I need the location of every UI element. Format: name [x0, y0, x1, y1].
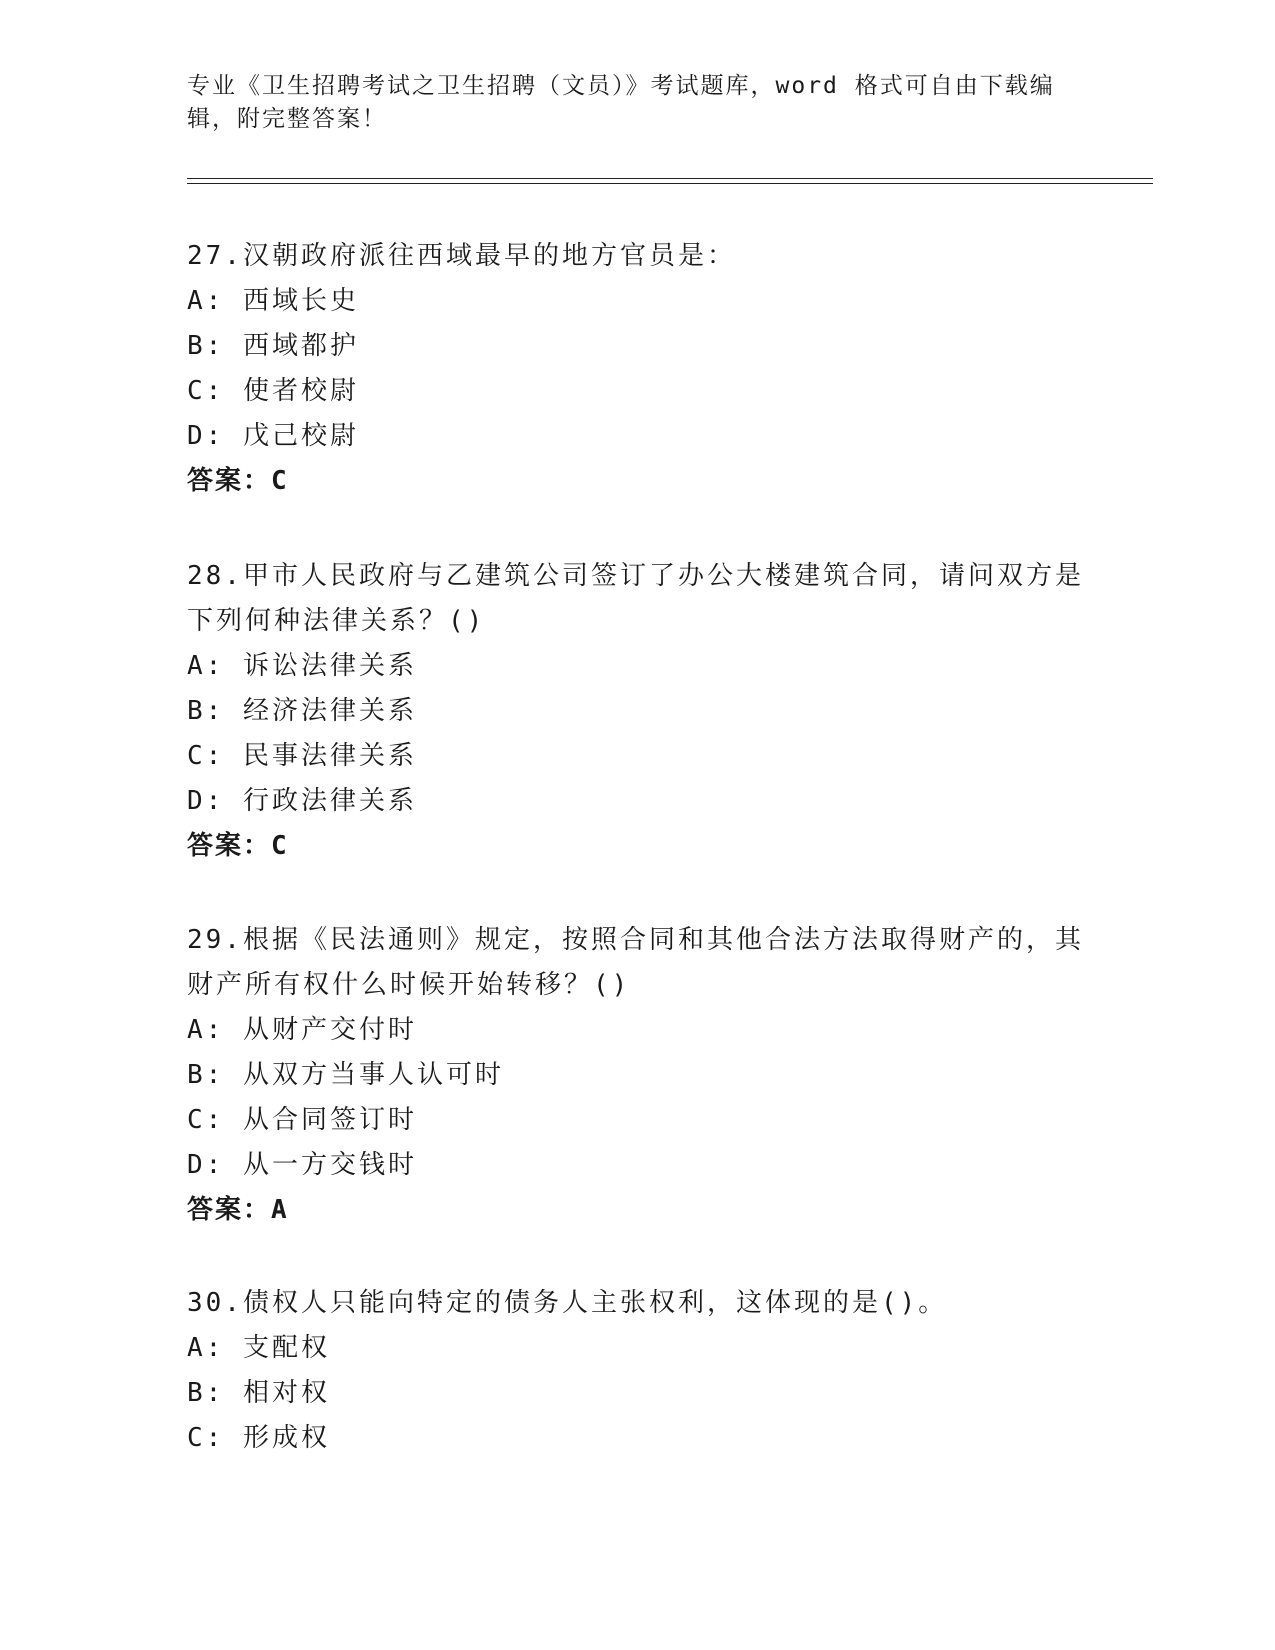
answer: 答案：C: [187, 466, 289, 496]
header-divider-top: [187, 178, 1153, 179]
question-stem: 29.根据《民法通则》规定，按照合同和其他合法方法取得财产的，其财产所有权什么时候开始转移？(): [187, 925, 1084, 1000]
question-stem: 30.债权人只能向特定的债务人主张权利，这体现的是()。: [187, 1288, 948, 1318]
option-a: A: 从财产交付时: [187, 1015, 417, 1045]
option-d: D: 从一方交钱时: [187, 1150, 417, 1180]
option-d: D: 戊己校尉: [187, 421, 359, 451]
question-stem: 27.汉朝政府派往西域最早的地方官员是：: [187, 241, 736, 271]
option-b: B: 经济法律关系: [187, 696, 417, 726]
option-a: A: 诉讼法律关系: [187, 651, 417, 681]
option-a: A: 西域长史: [187, 286, 359, 316]
option-d: D: 行政法律关系: [187, 786, 417, 816]
question-28: [187, 554, 1087, 869]
question-stem: 28.甲市人民政府与乙建筑公司签订了办公大楼建筑合同，请问双方是下列何种法律关系？(): [187, 561, 1084, 636]
answer: 答案：C: [187, 831, 289, 861]
option-c: C: 民事法律关系: [187, 741, 417, 771]
header-divider-bottom: [187, 183, 1153, 184]
option-c: C: 形成权: [187, 1423, 330, 1453]
question-30: [187, 1281, 1087, 1461]
option-a: A: 支配权: [187, 1333, 330, 1363]
question-29: [187, 918, 1087, 1233]
option-b: B: 从双方当事人认可时: [187, 1060, 504, 1090]
document-header: 专业《卫生招聘考试之卫生招聘（文员）》考试题库，word 格式可自由下载编辑，附完整答案！: [187, 73, 1055, 132]
answer: 答案：A: [187, 1195, 289, 1225]
question-27: [187, 234, 1087, 504]
option-b: B: 相对权: [187, 1378, 330, 1408]
option-c: C: 从合同签订时: [187, 1105, 417, 1135]
option-c: C: 使者校尉: [187, 376, 359, 406]
option-b: B: 西域都护: [187, 331, 359, 361]
